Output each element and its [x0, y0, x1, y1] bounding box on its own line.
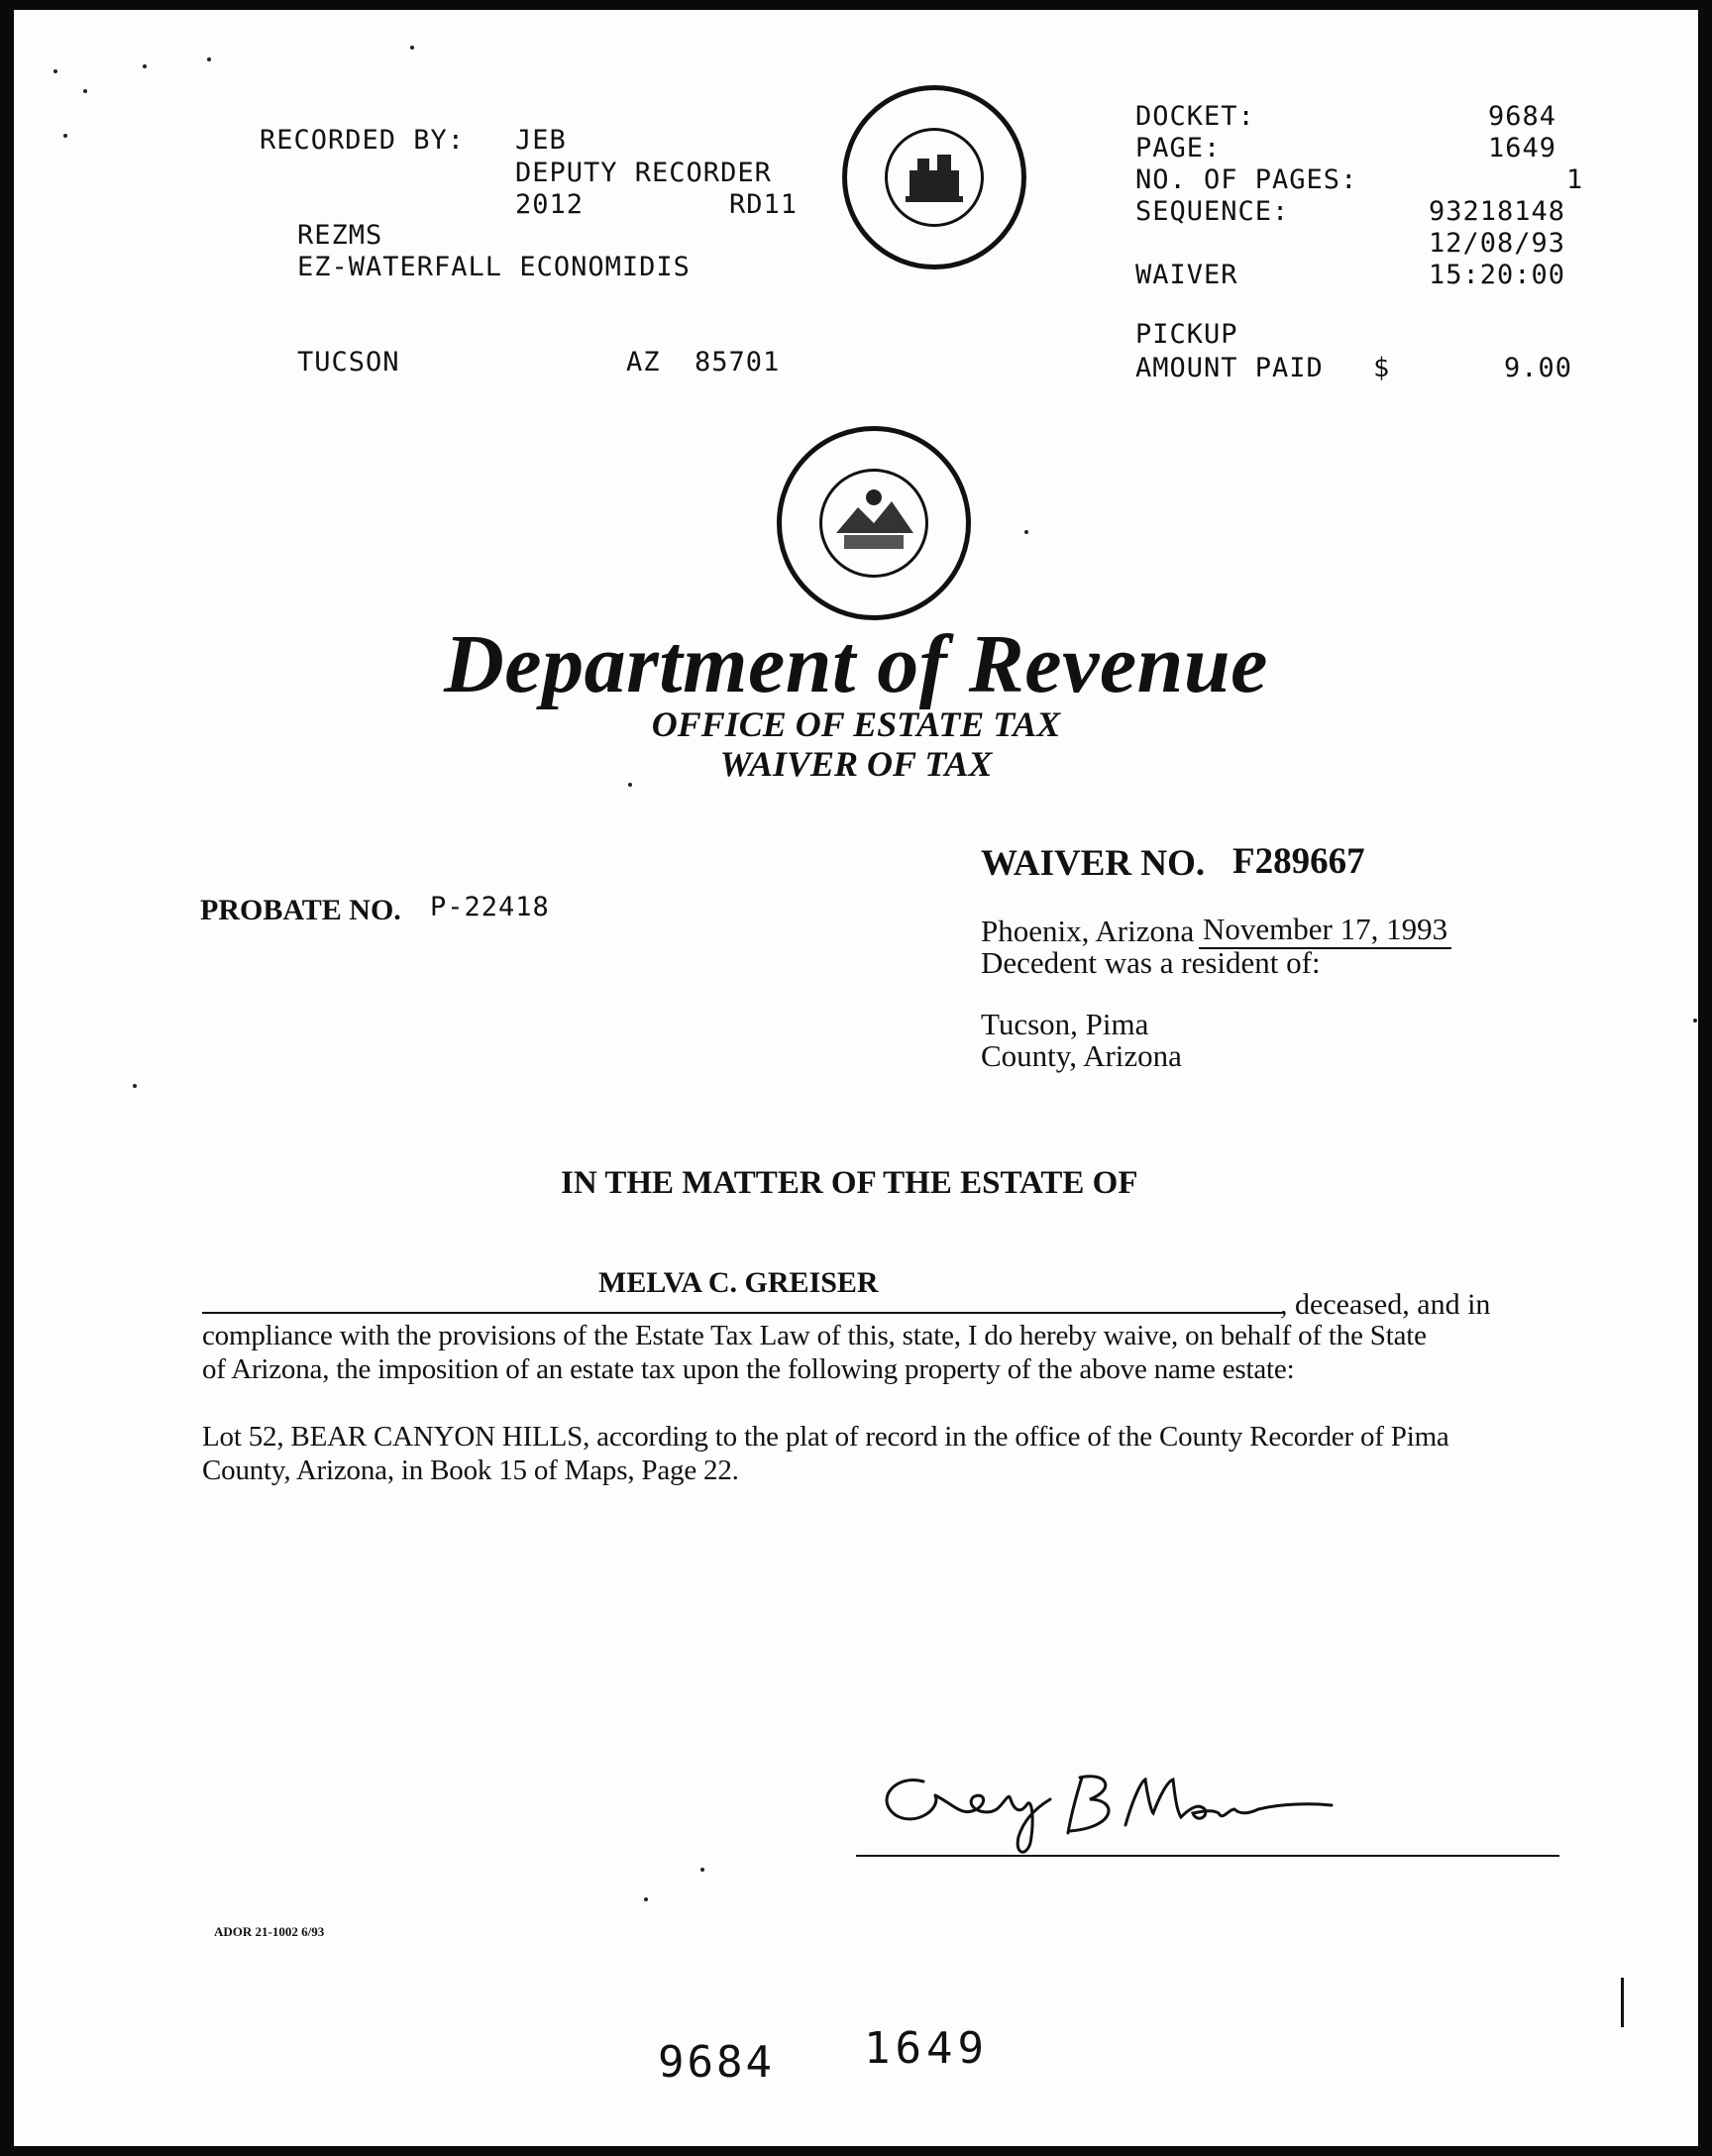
- docket-value: 9684: [1488, 101, 1557, 132]
- page-value: 1649: [1488, 133, 1557, 163]
- scan-speck: [133, 1084, 137, 1088]
- return-to-state-zip: AZ 85701: [626, 347, 781, 377]
- property-line-2: County, Arizona, in Book 15 of Maps, Page 22.: [202, 1455, 739, 1486]
- rezms-code: REZMS: [297, 220, 383, 251]
- scan-speck: [1693, 1019, 1697, 1023]
- office-title: OFFICE OF ESTATE TAX: [651, 704, 1061, 744]
- residence-line-1: Tucson, Pima: [981, 1007, 1149, 1041]
- deputy-recorder: DEPUTY RECORDER: [515, 158, 772, 188]
- num-pages-label: NO. OF PAGES:: [1135, 164, 1358, 195]
- return-to-name: EZ-WATERFALL ECONOMIDIS: [297, 252, 691, 282]
- waiver-no-label: WAIVER NO.: [981, 843, 1206, 884]
- decedent-name: MELVA C. GREISER: [598, 1266, 879, 1299]
- scan-speck: [700, 1868, 704, 1872]
- form-code: ADOR 21-1002 6/93: [214, 1924, 325, 1939]
- state-seal-emblem: [822, 472, 925, 575]
- decedent-name-underline: [202, 1312, 1282, 1314]
- amount-paid-label: AMOUNT PAID: [1135, 353, 1324, 383]
- department-title: Department of Revenue: [444, 618, 1268, 710]
- page-label: PAGE:: [1135, 133, 1222, 163]
- scan-speck: [54, 69, 57, 73]
- return-to-city: TUCSON: [297, 347, 400, 377]
- document-page: [14, 10, 1698, 2146]
- county-seal: [842, 85, 1026, 270]
- scan-speck: [63, 134, 67, 138]
- waiver-date: November 17, 1993: [1199, 912, 1451, 949]
- county-seal-emblem: [888, 131, 981, 224]
- waiver-label: WAIVER: [1135, 260, 1238, 290]
- scan-speck: [83, 89, 87, 93]
- scan-speck: [1024, 530, 1028, 534]
- sequence-value: 93218148: [1429, 196, 1566, 227]
- body-paragraph-line-2: of Arizona, the imposition of an estate tax upon the following property of the above name estate:: [202, 1353, 1295, 1385]
- resident-label: Decedent was a resident of:: [981, 945, 1321, 980]
- waiver-no-value: F289667: [1232, 841, 1365, 882]
- signature-image: [866, 1752, 1341, 1871]
- waiver-place: Phoenix, Arizona: [981, 914, 1195, 948]
- scan-speck: [644, 1897, 648, 1901]
- recorded-time: 15:20:00: [1429, 260, 1566, 290]
- recorded-by-label: RECORDED BY:: [260, 125, 466, 156]
- num-pages-value: 1: [1566, 164, 1584, 195]
- recorded-by-value: JEB: [515, 125, 567, 156]
- margin-mark: [1621, 1978, 1624, 2027]
- sequence-label: SEQUENCE:: [1135, 196, 1290, 227]
- matter-heading: IN THE MATTER OF THE ESTATE OF: [561, 1165, 1138, 1201]
- deceased-text: , deceased, and in: [1280, 1288, 1491, 1321]
- waiver-of-tax-title: WAIVER OF TAX: [719, 744, 993, 784]
- probate-no-value: P-22418: [430, 892, 550, 922]
- body-paragraph-line-1: compliance with the provisions of the Estate Tax Law of this, state, I do hereby waive, on behalf of the State: [202, 1320, 1427, 1351]
- county-seal-inner: [885, 128, 984, 227]
- recorder-code: 2012: [515, 189, 585, 220]
- scan-speck: [410, 46, 414, 50]
- state-seal-inner: [819, 469, 928, 578]
- page-stamp: 1649: [864, 2023, 989, 2074]
- amount-paid-value: 9.00: [1504, 353, 1573, 383]
- pickup-label: PICKUP: [1135, 319, 1238, 350]
- scan-speck: [207, 57, 211, 61]
- probate-no-label: PROBATE NO.: [200, 894, 401, 926]
- currency-symbol: $: [1373, 353, 1391, 383]
- docket-stamp: 9684: [658, 2037, 775, 2088]
- docket-label: DOCKET:: [1135, 101, 1255, 132]
- state-seal: [777, 426, 971, 620]
- residence-line-2: County, Arizona: [981, 1038, 1182, 1073]
- property-line-1: Lot 52, BEAR CANYON HILLS, according to the plat of record in the office of the County Recorder of Pima: [202, 1421, 1449, 1453]
- signature-line: [856, 1855, 1559, 1857]
- recorded-date: 12/08/93: [1429, 228, 1566, 259]
- scan-speck: [143, 64, 147, 68]
- recorder-station: RD11: [729, 189, 799, 220]
